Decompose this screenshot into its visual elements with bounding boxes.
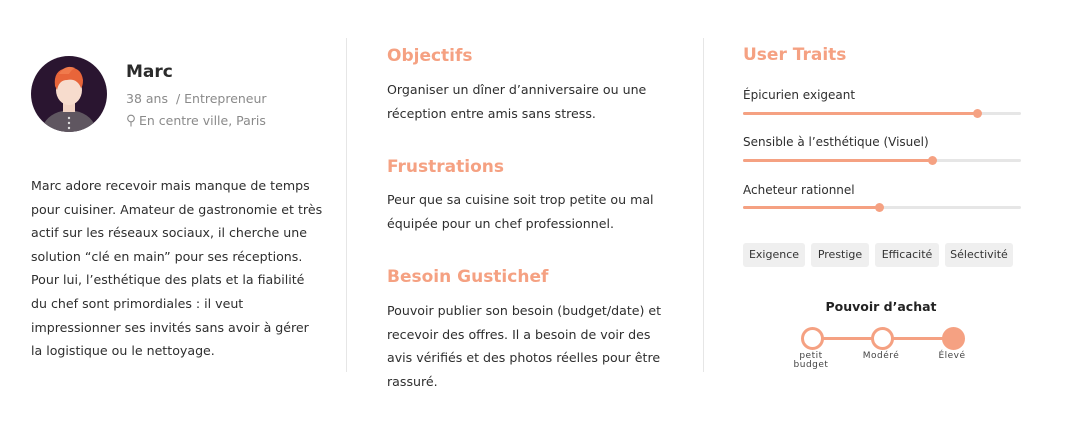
- purchasing-power-step: [871, 327, 894, 350]
- section-text-frustrations: Peur que sa cuisine soit trop petite ou mal équipée pour un chef professionnel.: [387, 192, 654, 231]
- trait-bar-knob: [973, 109, 982, 118]
- avatar: [31, 56, 107, 132]
- trait-tag: Efficacité: [875, 243, 939, 267]
- trait-bar-knob: [928, 156, 937, 165]
- trait-tag: Prestige: [811, 243, 869, 267]
- section-title-frustrations: Frustrations: [387, 157, 504, 177]
- trait-label: Épicurien exigeant: [743, 88, 856, 102]
- section-title-objectifs: Objectifs: [387, 46, 473, 66]
- column-divider: [703, 38, 704, 372]
- trait-tag: Sélectivité: [945, 243, 1013, 267]
- section-text-objectifs: Organiser un dîner d’anniversaire ou une réception entre amis sans stress.: [387, 82, 647, 121]
- trait-label: Acheteur rationnel: [743, 183, 855, 197]
- persona-location: [126, 113, 266, 128]
- persona-bio: Marc adore recevoir mais manque de temps pour cuisiner. Amateur de gastronomie et très actif sur les réseaux sociaux, il cherche une solution “clé en main” pour ses réceptions. Pour lui, l’esthétique des plats et la fiabilité du chef sont primordiales : il veut impressionner ses invités sans avoir à gérer la logistique ou le nettoyage.: [31, 178, 323, 359]
- trait-label: Sensible à l’esthétique (Visuel): [743, 135, 929, 149]
- purchasing-power-label: petit budget: [793, 351, 829, 370]
- purchasing-power-label: Modéré: [862, 351, 900, 361]
- persona-occupation: / Entrepreneur: [175, 91, 267, 106]
- purchasing-power-step: [801, 327, 824, 350]
- trait-bar: [743, 206, 1021, 209]
- trait-tag: Exigence: [743, 243, 805, 267]
- column-divider: [346, 38, 347, 372]
- location-pin-icon: [126, 114, 136, 127]
- traits-title: User Traits: [743, 45, 847, 65]
- persona-meta: [126, 91, 267, 106]
- trait-bar: [743, 159, 1021, 162]
- purchasing-power-title: Pouvoir d’achat: [825, 299, 937, 314]
- section-title-besoin: Besoin Gustichef: [387, 267, 549, 287]
- section-text-besoin: Pouvoir publier son besoin (budget/date) et recevoir des offres. Il a besoin de voir des avis vérifiés et des photos réelles pour être rassuré.: [387, 303, 662, 389]
- purchasing-power-label: Élevé: [938, 351, 966, 361]
- trait-bar: [743, 112, 1021, 115]
- avatar-illustration: [31, 56, 107, 132]
- purchasing-power-step-selected: [942, 327, 965, 350]
- trait-bar-fill: [743, 159, 932, 162]
- trait-bar-knob: [875, 203, 884, 212]
- trait-bar-fill: [743, 112, 977, 115]
- trait-bar-fill: [743, 206, 879, 209]
- persona-name: Marc: [126, 62, 173, 82]
- persona-age: 38 ans: [126, 91, 168, 106]
- persona-location-text: En centre ville, Paris: [139, 113, 266, 128]
